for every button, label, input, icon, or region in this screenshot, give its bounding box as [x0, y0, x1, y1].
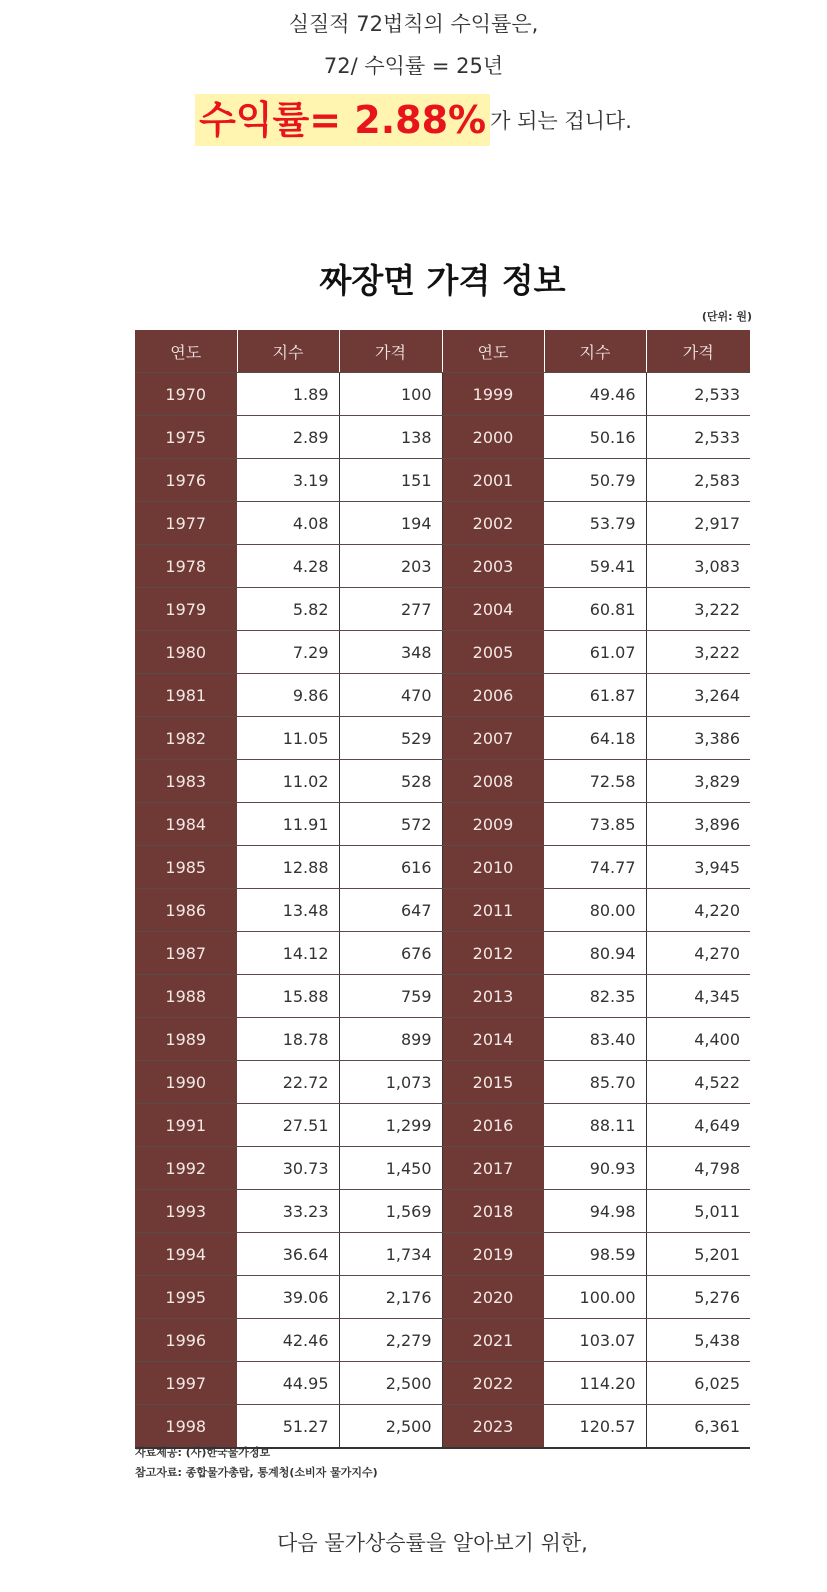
price-cell: 2,533 — [646, 373, 750, 416]
header-price-right: 가격 — [646, 330, 750, 373]
year-cell: 2017 — [442, 1147, 544, 1190]
price-cell: 6,025 — [646, 1362, 750, 1405]
year-cell: 1991 — [135, 1104, 237, 1147]
table-row — [135, 1233, 750, 1276]
index-cell: 30.73 — [237, 1147, 339, 1190]
index-cell: 7.29 — [237, 631, 339, 674]
index-cell: 120.57 — [544, 1405, 646, 1449]
price-cell: 1,734 — [339, 1233, 442, 1276]
year-cell: 2012 — [442, 932, 544, 975]
year-cell: 2015 — [442, 1061, 544, 1104]
index-cell: 50.79 — [544, 459, 646, 502]
year-cell: 2006 — [442, 674, 544, 717]
index-cell: 4.08 — [237, 502, 339, 545]
price-cell: 2,500 — [339, 1362, 442, 1405]
price-cell: 348 — [339, 631, 442, 674]
price-cell: 3,829 — [646, 760, 750, 803]
header-price-left: 가격 — [339, 330, 442, 373]
price-cell: 277 — [339, 588, 442, 631]
index-cell: 3.19 — [237, 459, 339, 502]
table-row — [135, 760, 750, 803]
price-cell: 6,361 — [646, 1405, 750, 1449]
index-cell: 64.18 — [544, 717, 646, 760]
year-cell: 2020 — [442, 1276, 544, 1319]
index-cell: 50.16 — [544, 416, 646, 459]
table-row — [135, 1319, 750, 1362]
year-cell: 1994 — [135, 1233, 237, 1276]
table-row — [135, 889, 750, 932]
index-cell: 61.07 — [544, 631, 646, 674]
index-cell: 12.88 — [237, 846, 339, 889]
year-cell: 1986 — [135, 889, 237, 932]
year-cell: 2019 — [442, 1233, 544, 1276]
price-cell: 151 — [339, 459, 442, 502]
year-cell: 1992 — [135, 1147, 237, 1190]
price-cell: 1,299 — [339, 1104, 442, 1147]
index-cell: 85.70 — [544, 1061, 646, 1104]
year-cell: 1979 — [135, 588, 237, 631]
header-index-left: 지수 — [237, 330, 339, 373]
price-cell: 5,438 — [646, 1319, 750, 1362]
year-cell: 1990 — [135, 1061, 237, 1104]
index-cell: 36.64 — [237, 1233, 339, 1276]
price-cell: 2,533 — [646, 416, 750, 459]
year-cell: 2002 — [442, 502, 544, 545]
index-cell: 9.86 — [237, 674, 339, 717]
table-row — [135, 373, 750, 416]
price-cell: 2,176 — [339, 1276, 442, 1319]
table-row — [135, 803, 750, 846]
year-cell: 2001 — [442, 459, 544, 502]
year-cell: 2008 — [442, 760, 544, 803]
index-cell: 11.05 — [237, 717, 339, 760]
index-cell: 39.06 — [237, 1276, 339, 1319]
index-cell: 53.79 — [544, 502, 646, 545]
price-cell: 3,896 — [646, 803, 750, 846]
table-row — [135, 1147, 750, 1190]
year-cell: 1988 — [135, 975, 237, 1018]
year-cell: 2014 — [442, 1018, 544, 1061]
price-cell: 2,279 — [339, 1319, 442, 1362]
index-cell: 103.07 — [544, 1319, 646, 1362]
year-cell: 2021 — [442, 1319, 544, 1362]
year-cell: 2023 — [442, 1405, 544, 1449]
year-cell: 1996 — [135, 1319, 237, 1362]
intro-highlight-line — [0, 94, 827, 146]
index-cell: 73.85 — [544, 803, 646, 846]
index-cell: 42.46 — [237, 1319, 339, 1362]
price-cell: 647 — [339, 889, 442, 932]
price-cell: 3,222 — [646, 588, 750, 631]
table-row — [135, 975, 750, 1018]
table-row — [135, 1104, 750, 1147]
intro-line-2: 72/ 수익률 = 25년 — [323, 54, 504, 78]
price-cell: 470 — [339, 674, 442, 717]
header-year-left: 연도 — [135, 330, 237, 373]
table-row — [135, 717, 750, 760]
index-cell: 18.78 — [237, 1018, 339, 1061]
table-body — [135, 373, 750, 1449]
index-cell: 13.48 — [237, 889, 339, 932]
index-cell: 74.77 — [544, 846, 646, 889]
index-cell: 83.40 — [544, 1018, 646, 1061]
year-cell: 1976 — [135, 459, 237, 502]
year-cell: 1997 — [135, 1362, 237, 1405]
year-cell: 1975 — [135, 416, 237, 459]
table-row — [135, 1061, 750, 1104]
reference-note: 참고자료: 종합물가총람, 통계청(소비자 물가지수) — [135, 1466, 378, 1479]
price-cell: 2,500 — [339, 1405, 442, 1449]
table-row — [135, 545, 750, 588]
price-cell: 2,583 — [646, 459, 750, 502]
table-row — [135, 1405, 750, 1449]
price-cell: 529 — [339, 717, 442, 760]
year-cell: 2016 — [442, 1104, 544, 1147]
year-cell: 2018 — [442, 1190, 544, 1233]
price-cell: 3,222 — [646, 631, 750, 674]
year-cell: 1978 — [135, 545, 237, 588]
year-cell: 1993 — [135, 1190, 237, 1233]
index-cell: 90.93 — [544, 1147, 646, 1190]
year-cell: 2000 — [442, 416, 544, 459]
source-note: 자료제공: (사)한국물가정보 — [135, 1446, 271, 1459]
year-cell: 1977 — [135, 502, 237, 545]
index-cell: 80.00 — [544, 889, 646, 932]
index-cell: 11.02 — [237, 760, 339, 803]
index-cell: 27.51 — [237, 1104, 339, 1147]
price-cell: 1,073 — [339, 1061, 442, 1104]
price-cell: 572 — [339, 803, 442, 846]
price-cell: 4,345 — [646, 975, 750, 1018]
table-row — [135, 588, 750, 631]
year-cell: 1982 — [135, 717, 237, 760]
table-row — [135, 1190, 750, 1233]
year-cell: 2022 — [442, 1362, 544, 1405]
index-cell: 5.82 — [237, 588, 339, 631]
index-cell: 72.58 — [544, 760, 646, 803]
index-cell: 1.89 — [237, 373, 339, 416]
price-cell: 1,450 — [339, 1147, 442, 1190]
year-cell: 2011 — [442, 889, 544, 932]
index-cell: 2.89 — [237, 416, 339, 459]
index-cell: 60.81 — [544, 588, 646, 631]
table-row — [135, 1276, 750, 1319]
index-cell: 49.46 — [544, 373, 646, 416]
table-row — [135, 932, 750, 975]
index-cell: 44.95 — [237, 1362, 339, 1405]
index-cell: 98.59 — [544, 1233, 646, 1276]
year-cell: 2007 — [442, 717, 544, 760]
price-cell: 4,798 — [646, 1147, 750, 1190]
rate-highlight-suffix: 가 되는 겁니다. — [490, 109, 632, 133]
index-cell: 59.41 — [544, 545, 646, 588]
index-cell: 61.87 — [544, 674, 646, 717]
price-cell: 4,270 — [646, 932, 750, 975]
price-cell: 203 — [339, 545, 442, 588]
price-cell: 3,083 — [646, 545, 750, 588]
index-cell: 51.27 — [237, 1405, 339, 1449]
intro-line-1: 실질적 72법칙의 수익률은, — [288, 12, 539, 36]
year-cell: 1987 — [135, 932, 237, 975]
price-cell: 528 — [339, 760, 442, 803]
year-cell: 1984 — [135, 803, 237, 846]
year-cell: 1995 — [135, 1276, 237, 1319]
table-row — [135, 459, 750, 502]
price-cell: 100 — [339, 373, 442, 416]
rate-highlight: 수익률= 2.88% — [195, 94, 490, 146]
year-cell: 1983 — [135, 760, 237, 803]
year-cell: 1989 — [135, 1018, 237, 1061]
year-cell: 2005 — [442, 631, 544, 674]
price-cell: 5,011 — [646, 1190, 750, 1233]
header-index-right: 지수 — [544, 330, 646, 373]
table-row — [135, 846, 750, 889]
index-cell: 11.91 — [237, 803, 339, 846]
year-cell: 1980 — [135, 631, 237, 674]
year-cell: 1998 — [135, 1405, 237, 1449]
price-cell: 4,220 — [646, 889, 750, 932]
table-row — [135, 631, 750, 674]
price-cell: 194 — [339, 502, 442, 545]
price-cell: 899 — [339, 1018, 442, 1061]
index-cell: 114.20 — [544, 1362, 646, 1405]
table-title: 짜장면 가격 정보 — [319, 261, 566, 300]
price-cell: 4,649 — [646, 1104, 750, 1147]
price-cell: 4,522 — [646, 1061, 750, 1104]
price-cell: 616 — [339, 846, 442, 889]
table-row — [135, 674, 750, 717]
price-cell: 759 — [339, 975, 442, 1018]
price-cell: 5,276 — [646, 1276, 750, 1319]
year-cell: 1985 — [135, 846, 237, 889]
year-cell: 2003 — [442, 545, 544, 588]
index-cell: 15.88 — [237, 975, 339, 1018]
index-cell: 33.23 — [237, 1190, 339, 1233]
price-cell: 138 — [339, 416, 442, 459]
price-table — [135, 330, 750, 1449]
year-cell: 2013 — [442, 975, 544, 1018]
index-cell: 94.98 — [544, 1190, 646, 1233]
index-cell: 4.28 — [237, 545, 339, 588]
table-header-row — [135, 330, 750, 373]
price-cell: 2,917 — [646, 502, 750, 545]
table-row — [135, 416, 750, 459]
year-cell: 2009 — [442, 803, 544, 846]
price-cell: 3,945 — [646, 846, 750, 889]
table-unit-note: (단위: 원) — [701, 310, 752, 323]
year-cell: 1970 — [135, 373, 237, 416]
price-cell: 1,569 — [339, 1190, 442, 1233]
year-cell: 1981 — [135, 674, 237, 717]
table-row — [135, 1018, 750, 1061]
price-cell: 5,201 — [646, 1233, 750, 1276]
index-cell: 80.94 — [544, 932, 646, 975]
price-cell: 3,386 — [646, 717, 750, 760]
price-cell: 3,264 — [646, 674, 750, 717]
year-cell: 1999 — [442, 373, 544, 416]
table-row — [135, 502, 750, 545]
index-cell: 88.11 — [544, 1104, 646, 1147]
year-cell: 2004 — [442, 588, 544, 631]
index-cell: 100.00 — [544, 1276, 646, 1319]
index-cell: 82.35 — [544, 975, 646, 1018]
header-year-right: 연도 — [442, 330, 544, 373]
outro-line: 다음 물가상승률을 알아보기 위한, — [277, 1531, 588, 1555]
price-cell: 4,400 — [646, 1018, 750, 1061]
price-cell: 676 — [339, 932, 442, 975]
index-cell: 22.72 — [237, 1061, 339, 1104]
table-row — [135, 1362, 750, 1405]
index-cell: 14.12 — [237, 932, 339, 975]
year-cell: 2010 — [442, 846, 544, 889]
